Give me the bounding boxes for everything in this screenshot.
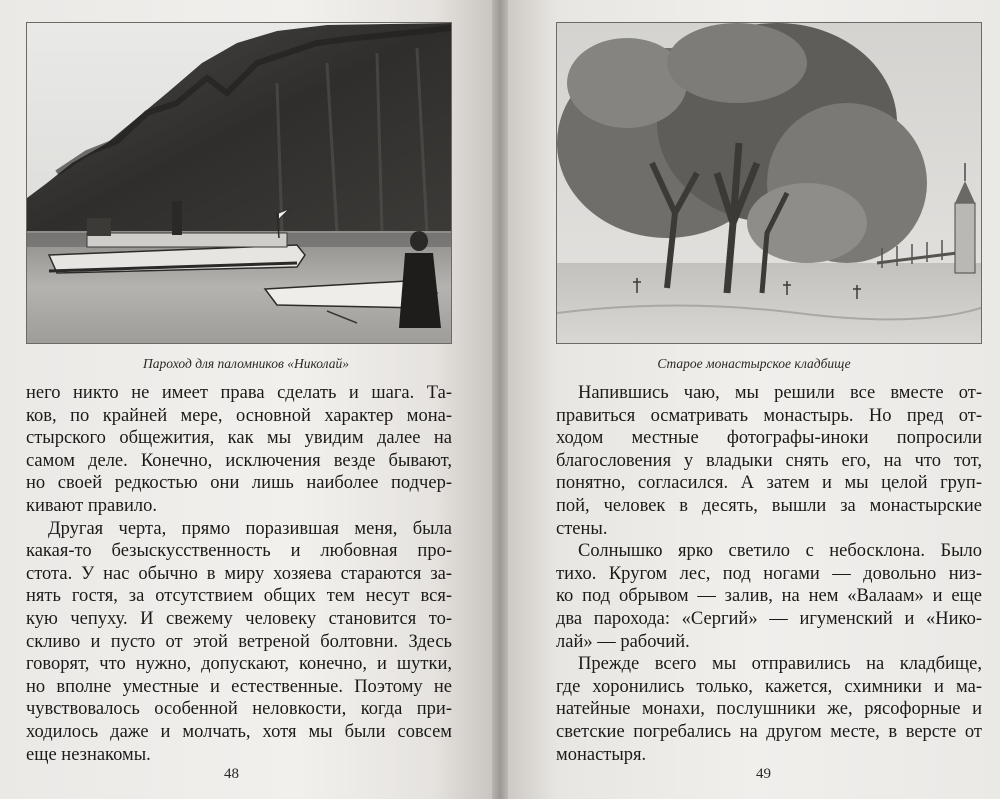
text-line: него никто не имеет права сделать и шага. Та- [26,383,452,403]
right-body-text [556,382,982,766]
text-line: стота. У нас обычно в миру хозяева стараются за- [26,563,452,584]
cemetery-photo [556,22,982,344]
steamer-photo [26,22,452,344]
page-number-left: 48 [224,766,239,782]
text-line: чувствовалось особенной неловкости, когда при- [26,699,452,720]
text-line: нять гостя, за отсутствием общих тем несут вся- [26,586,452,607]
left-photo-caption: Пароход для паломников «Николай» [143,356,349,371]
text-line: Прежде всего мы отправились на кладбище, [578,654,982,675]
steamer-illustration [27,23,451,343]
text-line: кую чепуху. И свежему человеку становится то- [26,608,452,629]
page-number-right: 49 [756,766,771,782]
text-line: благословения у владыки снять его, на что тот, [556,450,982,471]
text-line: самом деле. Конечно, исключения везде бывают, [26,450,452,471]
text-line: кивают правило. [26,495,157,516]
text-line: светские погребались на другом месте, в версте от [556,721,982,742]
text-line: где хоронились только, кажется, схимники и ма- [556,676,982,697]
text-line: скливо и пусто от этой ветреной болтовни. Здесь [26,631,452,652]
text-line: ков, по крайней мере, основной характер мона- [26,405,452,426]
text-line: стырского общежития, как мы увидим далее на [26,428,452,449]
text-line: Напившись чаю, мы решили все вместе от- [578,383,982,403]
text-line: ходилось даже и молчать, хотя мы были совсем [26,721,452,742]
text-line: тихо. Кругом лес, под ногами — довольно низ- [556,563,982,584]
text-line: но своей редкостью они лишь наиболее подчер- [26,473,452,494]
text-line: ходом местные фотографы-иноки попросили [556,428,982,449]
text-line: натейные монахи, послушники же, рясофорные и [556,699,982,720]
text-line: монастыря. [556,744,647,765]
text-line: правиться осматривать монастырь. Но пред от- [556,405,982,426]
cemetery-illustration [557,23,981,343]
text-line: два парохода: «Сергий» — игуменский и «Нико- [556,608,982,629]
right-page [508,0,1000,799]
book-gutter [492,0,508,799]
text-line: но вполне уместные и естественные. Поэтому не [26,676,452,697]
text-line: понятно, согласился. А затем и мы целой груп- [556,473,982,494]
text-line: лай» — рабочий. [556,631,690,652]
text-line: еще незнакомы. [26,744,151,765]
right-photo-caption: Старое монастырское кладбище [657,356,851,371]
left-page [0,0,492,799]
text-line: Солнышко ярко светило с небосклона. Было [578,541,982,562]
text-line: говорят, что нужно, допускают, конечно, и шутки, [26,654,452,675]
text-line: ко под обрывом — залив, на нем «Валаам» и еще [556,586,982,607]
left-body-text [26,382,452,766]
text-line: стены. [556,518,608,539]
text-line: Другая черта, прямо поразившая меня, была [48,518,452,539]
text-line: пой, человек в десять, вышли за монастырские [556,495,982,516]
text-line: какая-то безыскусственность и любовная про- [26,541,452,562]
